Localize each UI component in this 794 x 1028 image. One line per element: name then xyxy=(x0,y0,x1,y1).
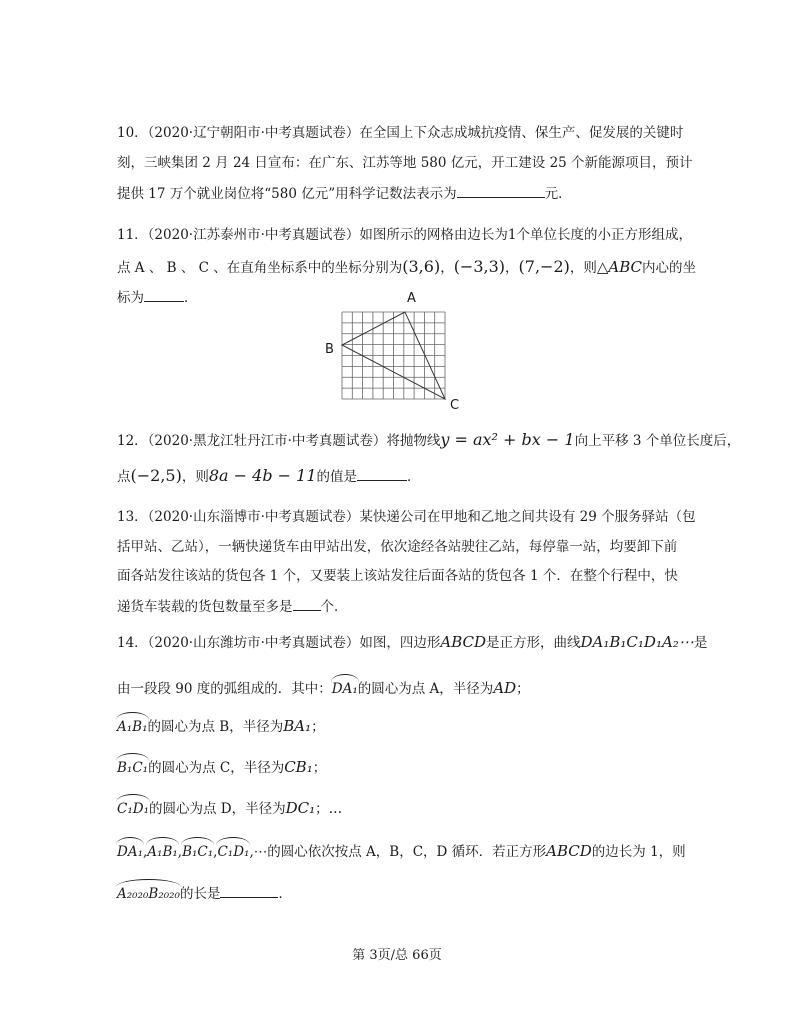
q12-text-mid: ，则 xyxy=(181,469,209,485)
q12-text-mid: 向上平移 3 个单位长度后， xyxy=(574,433,741,449)
square-abcd: ABCD xyxy=(440,633,487,651)
grid-lines xyxy=(342,312,445,399)
q11-text-end: ． xyxy=(184,290,198,306)
q13-line-3: 面各站发往该站的货包各 1 个，又要装上该站发往后面各站的货包各 1 个．在整个行程中，快 xyxy=(117,568,678,584)
expression: 8a − 4b − 11 xyxy=(208,466,317,485)
q13-text-end: 个． xyxy=(320,599,348,615)
grid-figure xyxy=(322,290,472,415)
answer-blank xyxy=(293,596,321,611)
comma: , xyxy=(143,844,148,860)
q13-line-4 xyxy=(117,596,677,617)
answer-blank xyxy=(357,466,407,481)
coord-a: (3,6) xyxy=(402,257,441,276)
q14-text-mid: 的长是 xyxy=(179,886,221,902)
q14-line-2 xyxy=(117,674,677,699)
q14-text: 由一段段 90 度的弧组成的．其中： xyxy=(117,681,332,697)
comma: , xyxy=(177,844,183,860)
q11-text: 点 A 、 B 、 C 、在直角坐标系中的坐标分别为 xyxy=(117,260,403,276)
arc-b1c1: B₁C₁ xyxy=(117,753,148,778)
ellipsis: ,⋯ xyxy=(249,844,268,860)
q14-text-end: 的边长为 1，则 xyxy=(591,844,686,860)
q14-text-mid: 的圆心依次按点 A，B，C，D 循环．若正方形 xyxy=(267,844,547,860)
label-a: A xyxy=(407,291,416,306)
q10-text: 提供 17 万个就业岗位将“580 亿元”用科学记数法表示为 xyxy=(117,186,457,202)
q14-line-7 xyxy=(117,879,677,904)
answer-blank xyxy=(220,883,278,898)
arc-seq-3: B₁C₁ xyxy=(182,837,213,862)
q14-line-1 xyxy=(117,632,708,653)
answer-blank xyxy=(457,183,545,198)
q12-line-1 xyxy=(117,430,741,451)
arc-seq-2: A₁B₁ xyxy=(147,837,178,862)
q14-text-end: ； xyxy=(311,719,325,735)
radius-cb1: CB₁ xyxy=(284,758,313,776)
q14-text-mid: 的圆心为点 C，半径为 xyxy=(148,760,285,776)
coord-b: (−3,3) xyxy=(453,257,506,276)
page-footer: 第 3页/总 66页 xyxy=(352,948,442,963)
grid-svg xyxy=(322,290,472,415)
q14-line-6 xyxy=(117,837,686,862)
q11-text: 标为 xyxy=(117,290,144,306)
arc-sequence xyxy=(117,837,267,862)
q14-text-mid: 的圆心为点 A，半径为 xyxy=(357,681,494,697)
label-c: C xyxy=(450,398,460,413)
comma: , xyxy=(213,844,218,860)
q10-line-2: 刻，三峡集团 2 月 24 日宣布：在广东、江苏等地 580 亿元，开工建设 25 个新能源项目，预计 xyxy=(117,155,693,171)
q12-text: 点 xyxy=(117,469,131,485)
q14-text-end: ； xyxy=(312,760,327,776)
label-b: B xyxy=(325,342,334,357)
q14-text-end: ； xyxy=(516,681,530,697)
q14-line-4 xyxy=(117,753,677,778)
radius-ad: AD xyxy=(493,679,517,697)
q14-text-mid: 是正方形，曲线 xyxy=(486,635,581,651)
separator: ， xyxy=(505,260,519,276)
answer-blank xyxy=(144,287,184,302)
curve-name: DA₁B₁C₁D₁A₂⋯ xyxy=(580,633,694,651)
q14-line-5 xyxy=(117,794,677,819)
parabola-equation: y = ax² + bx − 1 xyxy=(440,430,575,449)
q14-line-3 xyxy=(117,712,677,737)
q13-text: 递货车装载的货包数量至多是 xyxy=(117,599,293,615)
q11-line-1: 11．（2020·江苏泰州市·中考真题试卷）如图所示的网格由边长为1个单位长度的小正方形组成， xyxy=(117,227,692,243)
arc-seq-1: DA₁ xyxy=(117,837,143,862)
triangle-abc: △ABC xyxy=(596,258,643,276)
arc-a2020b2020: A₂₀₂₀B₂₀₂₀ xyxy=(117,879,180,904)
radius-ba1: BA₁ xyxy=(283,717,312,735)
q14-text-end: ． xyxy=(278,886,292,902)
radius-dc1: DC₁ xyxy=(285,799,316,817)
q14-text-end: 是 xyxy=(693,635,708,651)
q14-text: 14．（2020·山东潍坊市·中考真题试卷）如图，四边形 xyxy=(117,635,441,651)
q12-text: 12．（2020·黑龙江牡丹江市·中考真题试卷）将抛物线 xyxy=(117,433,441,449)
q14-text-mid: 的圆心为点 D，半径为 xyxy=(148,801,286,817)
arc-seq-4: C₁D₁ xyxy=(217,837,249,862)
q10-line-1: 10．（2020·辽宁朝阳市·中考真题试卷）在全国上下众志成城抗疫情、保生产、促发展的关键时 xyxy=(117,125,684,141)
q13-line-2: 括甲站、乙站），一辆快递货车由甲站出发，依次途经各站驶往乙站，每停靠一站，均要卸下前 xyxy=(117,539,678,555)
arc-a1b1: A₁B₁ xyxy=(117,712,148,737)
q11-text-mid: ，则 xyxy=(569,260,597,276)
q14-text-end: ；… xyxy=(315,801,343,817)
q11-line-2 xyxy=(117,257,697,278)
q12-text-end: ． xyxy=(407,469,421,485)
q14-text-mid: 的圆心为点 B，半径为 xyxy=(147,719,284,735)
coord-c: (7,−2) xyxy=(518,257,570,276)
q13-line-1: 13．（2020·山东淄博市·中考真题试卷）某快递公司在甲地和乙地之间共设有 29 个服务驿站（包 xyxy=(117,509,696,525)
arc-da1: DA₁ xyxy=(332,674,358,699)
arc-c1d1: C₁D₁ xyxy=(117,794,149,819)
point-coord: (−2,5) xyxy=(130,466,182,485)
q12-text-post: 的值是 xyxy=(316,469,357,485)
q10-line-3 xyxy=(117,183,677,204)
q10-text-end: 元． xyxy=(544,186,572,202)
square-abcd-2: ABCD xyxy=(546,842,592,860)
separator: ， xyxy=(440,260,454,276)
q12-line-2 xyxy=(117,466,677,487)
q11-text-end: 内心的坐 xyxy=(642,260,697,276)
